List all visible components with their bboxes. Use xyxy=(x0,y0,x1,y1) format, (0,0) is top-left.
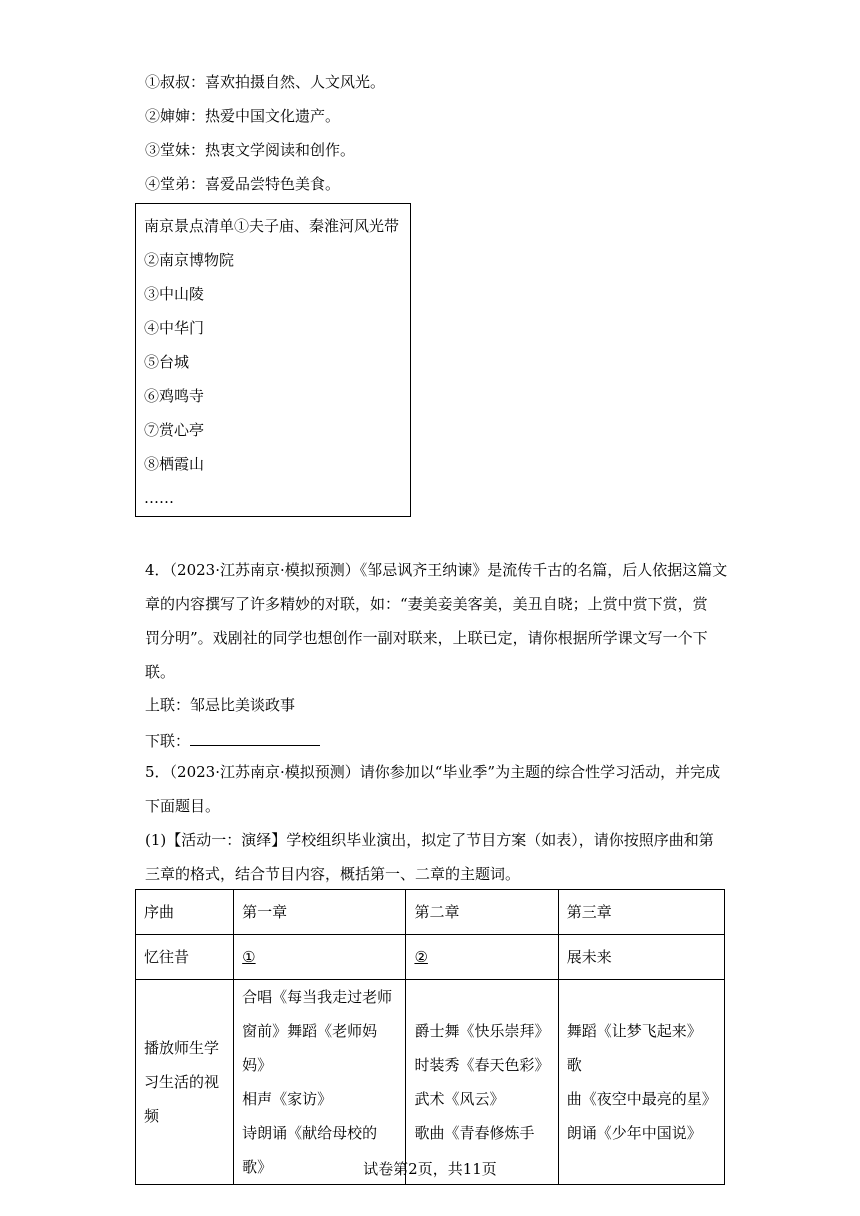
content-line: 曲《夜空中最亮的星》 xyxy=(566,1090,717,1108)
content-line: 窗前》舞蹈《老师妈妈》 xyxy=(242,1022,378,1074)
content-line: 合唱《每当我走过老师 xyxy=(242,988,393,1006)
q5-sub1-line: (1)【活动一：演绎】学校组织毕业演出，拟定了节目方案（如表），请你按照序曲和第 xyxy=(145,831,714,849)
table-header: 第三章 xyxy=(558,890,724,935)
content-line: 武术《风云》 xyxy=(414,1090,505,1108)
content-line: 爵士舞《快乐崇拜》 xyxy=(414,1022,550,1040)
q4-line: 联。 xyxy=(145,663,176,681)
content-line: 舞蹈《让梦飞起来》歌 xyxy=(566,1022,702,1074)
theme-blank-2[interactable]: ② xyxy=(406,935,558,980)
content-line: 习生活的视 xyxy=(144,1073,220,1091)
theme-blank-1[interactable]: ① xyxy=(234,935,406,980)
q4-line: 4．（2023·江苏南京·模拟预测）《邹忌讽齐王纳谏》是流传千古的名篇，后人依据这篇文 xyxy=(145,561,728,579)
spot-ellipsis: …… xyxy=(144,489,174,507)
content-line: 相声《家访》 xyxy=(242,1090,333,1108)
content-cell-chapter3 xyxy=(558,980,724,1185)
q4-line: 罚分明”。戏剧社的同学也想创作一副对联来，上联已定，请你根据所学课文写一个下 xyxy=(145,629,708,647)
table-header: 第二章 xyxy=(406,890,558,935)
q5-sub1-line: 三章的格式，结合节目内容，概括第一、二章的主题词。 xyxy=(145,865,521,883)
spot-item: ⑧栖霞山 xyxy=(144,455,205,473)
spot-item: ②南京博物院 xyxy=(144,251,235,269)
preference-uncle: ①叔叔：喜欢拍摄自然、人文风光。 xyxy=(145,73,386,91)
q4-upper-couplet: 上联：邹忌比美谈政事 xyxy=(145,696,296,714)
spot-item: ③中山陵 xyxy=(144,285,205,303)
table-content-row xyxy=(136,980,725,1185)
q5-line: 5．（2023·江苏南京·模拟预测）请你参加以“毕业季”为主题的综合性学习活动，并完成 xyxy=(145,763,721,781)
spot-item: ④中华门 xyxy=(144,319,205,337)
table-header: 第一章 xyxy=(234,890,406,935)
page-footer: 试卷第2页，共11页 xyxy=(363,1160,497,1178)
table-header-row xyxy=(136,890,725,935)
preference-cousin-brother: ④堂弟：喜爱品尝特色美食。 xyxy=(145,175,341,193)
q4-lower-label: 下联： xyxy=(145,732,191,750)
q5-line: 下面题目。 xyxy=(145,797,221,815)
preference-cousin-sister: ③堂妹：热衷文学阅读和创作。 xyxy=(145,141,356,159)
theme-cell: 展未来 xyxy=(558,935,724,980)
content-line: 朗诵《少年中国说》 xyxy=(566,1124,702,1142)
content-line: 歌曲《青春修炼手 xyxy=(414,1124,535,1142)
program-table xyxy=(135,889,725,1185)
spot-item: ⑥鸡鸣寺 xyxy=(144,387,205,405)
spot-item: ⑦赏心亭 xyxy=(144,421,205,439)
theme-cell: 忆往昔 xyxy=(136,935,234,980)
nanjing-spots-box xyxy=(135,203,411,517)
content-line: 时装秀《春天色彩》 xyxy=(414,1056,550,1074)
content-cell-chapter2 xyxy=(406,980,558,1185)
content-cell-prelude xyxy=(136,980,234,1185)
content-cell-chapter1 xyxy=(234,980,406,1185)
content-line: 诗朗诵《献给母校的歌》 xyxy=(242,1124,378,1176)
table-header: 序曲 xyxy=(136,890,234,935)
table-theme-row xyxy=(136,935,725,980)
spots-title-line: 南京景点清单①夫子庙、秦淮河风光带 xyxy=(144,217,400,235)
q4-line: 章的内容撰写了许多精妙的对联，如：“妻美妾美客美，美丑自晓；上赏中赏下赏，赏 xyxy=(145,595,708,613)
content-line: 播放师生学 xyxy=(144,1039,220,1057)
spot-item: ⑤台城 xyxy=(144,353,190,371)
preference-aunt: ②婶婶：热爱中国文化遗产。 xyxy=(145,107,341,125)
content-line: 频 xyxy=(144,1107,160,1125)
answer-blank[interactable] xyxy=(190,729,320,746)
q4-lower-couplet xyxy=(145,729,320,751)
